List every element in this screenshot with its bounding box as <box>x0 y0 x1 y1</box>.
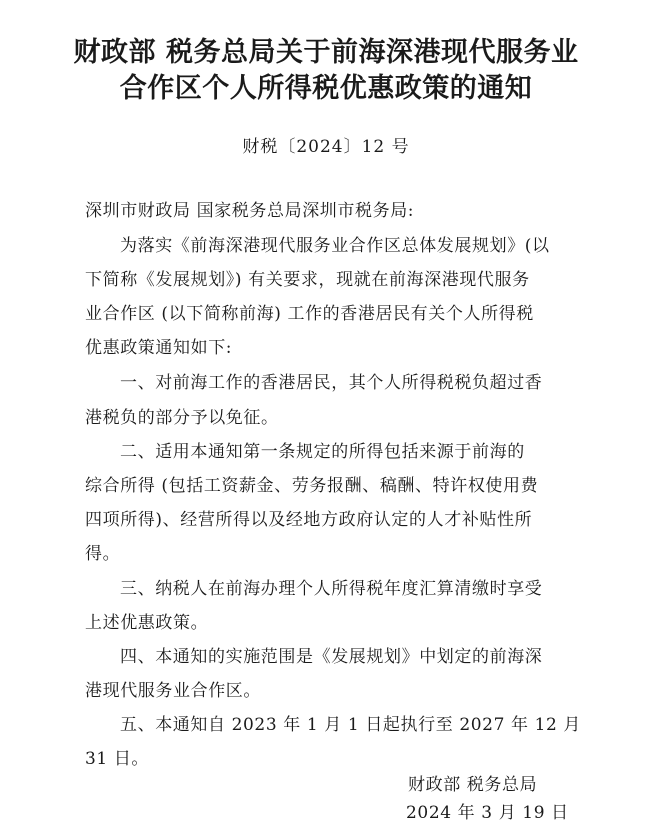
intro-line-1: 为落实《前海深港现代服务业合作区总体发展规划》(以 <box>120 236 550 256</box>
intro-line-2: 下简称《发展规划》) 有关要求，现就在前海深港现代服务 <box>85 270 530 290</box>
item-2-line-3: 四项所得)、经营所得以及经地方政府认定的人才补贴性所 <box>85 510 533 530</box>
item-5-line-1: 五、本通知自 2023 年 1 月 1 日起执行至 2027 年 12 月 <box>120 715 582 735</box>
item-2-line-4: 得。 <box>85 544 121 564</box>
intro-line-4: 优惠政策通知如下: <box>85 338 233 358</box>
item-1-line-2: 港税负的部分予以免征。 <box>85 408 279 428</box>
intro-line-3: 业合作区 (以下简称前海) 工作的香港居民有关个人所得税 <box>85 304 534 324</box>
signature-issuers: 财政部 税务总局 <box>408 775 538 795</box>
signature-date: 2024 年 3 月 19 日 <box>406 803 569 823</box>
document-title-line-2: 合作区个人所得税优惠政策的通知 <box>119 73 533 104</box>
addressee: 深圳市财政局 国家税务总局深圳市税务局: <box>85 201 415 221</box>
item-4-line-1: 四、本通知的实施范围是《发展规划》中划定的前海深 <box>120 647 543 667</box>
item-3-line-1: 三、纳税人在前海办理个人所得税年度汇算清缴时享受 <box>120 579 543 599</box>
item-2-line-2: 综合所得 (包括工资薪金、劳务报酬、稿酬、特许权使用费 <box>85 476 539 496</box>
item-1-line-1: 一、对前海工作的香港居民，其个人所得税税负超过香 <box>120 373 543 393</box>
item-3-line-2: 上述优惠政策。 <box>85 613 209 633</box>
document-title-line-1: 财政部 税务总局关于前海深港现代服务业 <box>73 37 579 68</box>
document-number: 财税〔2024〕12 号 <box>242 137 410 157</box>
item-2-line-1: 二、适用本通知第一条规定的所得包括来源于前海的 <box>120 442 525 462</box>
item-4-line-2: 港现代服务业合作区。 <box>85 681 261 701</box>
item-5-line-2: 31 日。 <box>85 749 150 769</box>
